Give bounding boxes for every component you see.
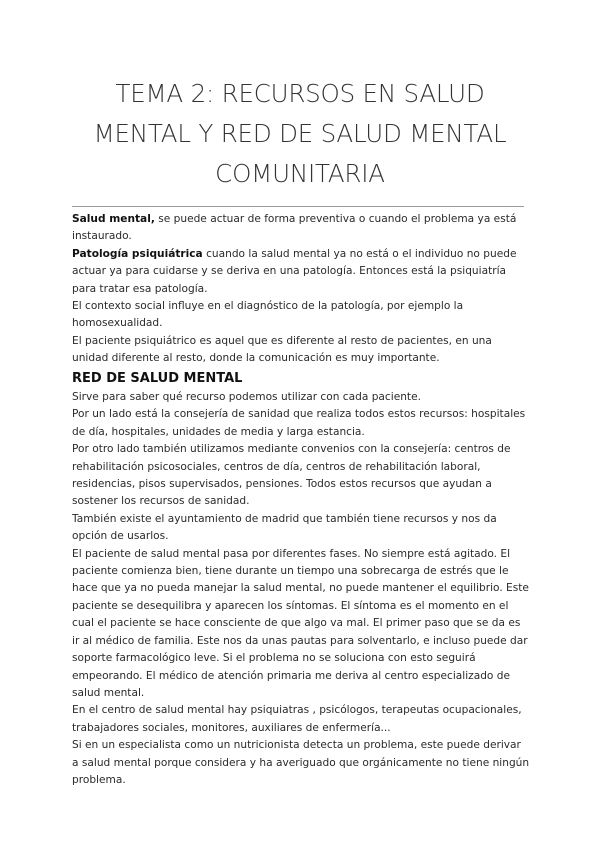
title-line-2: MENTAL Y RED DE SALUD MENTAL	[93, 119, 507, 148]
section-paragraph: También existe el ayuntamiento de madrid que también tiene recursos y nos da opción de usarlos.	[72, 512, 497, 543]
intro-paragraph-salud-mental	[72, 211, 530, 246]
title-line-1: TEMA 2: RECURSOS EN SALUD	[115, 79, 485, 108]
intro-text	[72, 211, 530, 368]
section-paragraph: Sirve para saber qué recurso podemos utilizar con cada paciente.	[72, 391, 421, 403]
section-paragraph: Por otro lado también utilizamos mediante convenios con la consejería: centros de rehabilitación psicosociales, centros de día, centros de rehabilitación laboral, residencias, pisos supervisados, pensiones. Todos estos recursos que ayudan a sostener los recursos de sanidad.	[72, 443, 511, 508]
intro-paragraph-patologia	[72, 246, 530, 298]
intro-paragraph-text: se puede actuar de forma preventiva o cuando el problema ya está instaurado.	[72, 213, 517, 243]
intro-paragraph-text: cuando la salud mental ya no está o el individuo no puede actuar ya para cuidarse y se deriva en una patología. Entonces está la psiquiatría para tratar esa patología.	[72, 247, 517, 295]
section-paragraph: En el centro de salud mental hay psiquiatras , psicólogos, terapeutas ocupacionales, trabajadores sociales, monitores, auxiliares de enfermería...	[72, 704, 522, 734]
section-heading: RED DE SALUD MENTAL	[72, 371, 243, 386]
document-title	[60, 74, 540, 194]
section-text	[72, 389, 530, 789]
intro-paragraph-paciente: El paciente psiquiátrico es aquel que es diferente al resto de pacientes, en una unidad diferente al resto, donde la comunicación es muy importante.	[72, 334, 492, 365]
section-paragraph: Si en un especialista como un nutricionista detecta un problema, este puede derivar a salud mental porque considera y ha averiguado que orgánicamente no tiene ningún problema.	[72, 739, 530, 786]
intro-paragraph-contexto: El contexto social influye en el diagnóstico de la patología, por ejemplo la homosexualidad.	[72, 300, 464, 330]
title-line-3: COMUNITARIA	[215, 159, 385, 188]
title-divider	[72, 206, 524, 207]
section-paragraph: Por un lado está la consejería de sanidad que realiza todos estos recursos: hospitales de día, hospitales, unidades de media y larga estancia.	[72, 408, 526, 438]
term-salud-mental: Salud mental,	[72, 213, 155, 225]
term-patologia-psiquiatrica: Patología psiquiátrica	[72, 247, 203, 260]
section-paragraph: El paciente de salud mental pasa por diferentes fases. No siempre está agitado. El paciente comienza bien, tiene durante un tiempo una sobrecarga de estrés que le hace que ya no pueda manejar la salud mental, no puede mantener el equilibrio. Este paciente se desequilibra y aparecen los síntomas. El síntoma es el momento en el cual el paciente se hace consciente de que algo va mal. El primer paso que se da es ir al médico de familia. Este nos da unas pautas para solventarlo, e incluso puede dar soporte farmacológico leve. Si el problema no se soluciona con esto seguirá empeorando. El médico de atención primaria me deriva al centro especializado de salud mental.	[72, 547, 529, 699]
